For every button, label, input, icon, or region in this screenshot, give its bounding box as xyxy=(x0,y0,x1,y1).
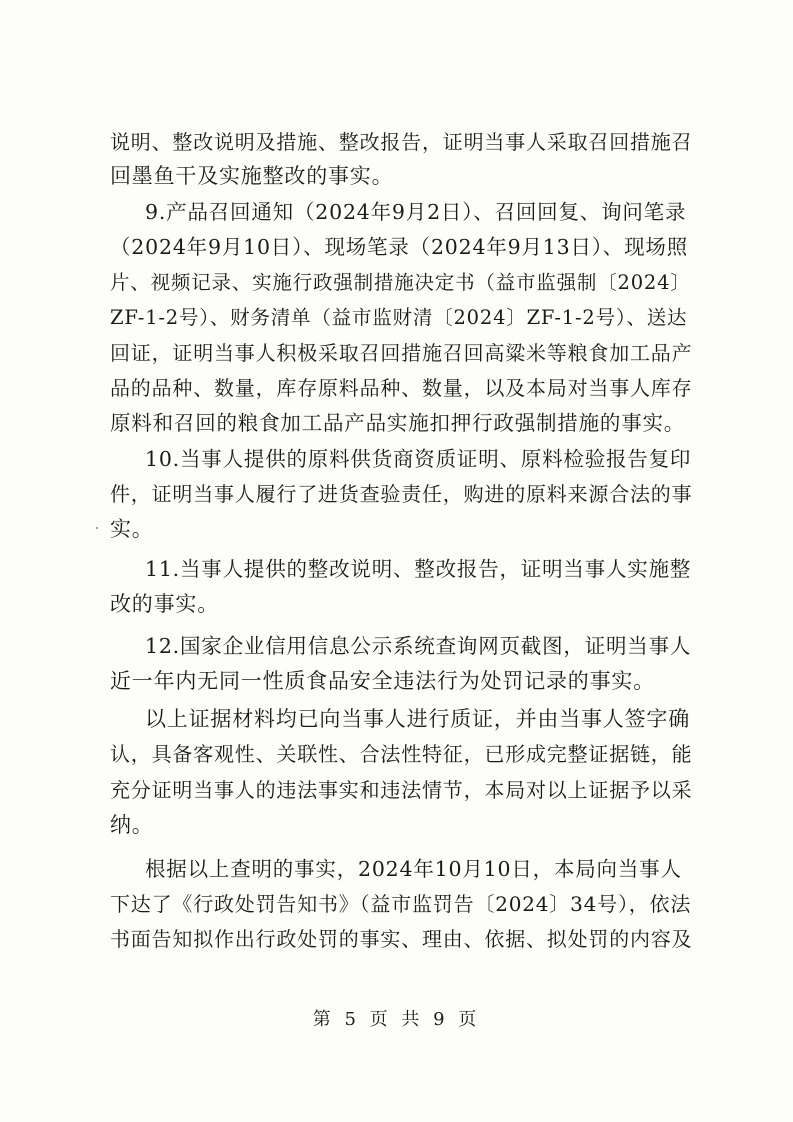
evidence-item-11: 11.当事人提供的整改说明、整改报告，证明当事人实施整 xyxy=(145,557,692,581)
evidence-item-10: 10.当事人提供的原料供货商资质证明、原料检验报告复印 xyxy=(145,447,692,471)
text-line: 纳。 xyxy=(110,813,154,837)
evidence-item-12: 12.国家企业信用信息公示系统查询网页截图，证明当事人 xyxy=(145,634,692,658)
scan-speck xyxy=(96,527,98,529)
text-line: 回墨鱼干及实施整改的事实。 xyxy=(110,164,394,188)
text-line: 原料和召回的粮食加工品产品实施扣押行政强制措施的事实。 xyxy=(110,411,686,435)
text-line: 回证，证明当事人积极采取召回措施召回高粱米等粮食加工品产 xyxy=(110,341,693,365)
text-line: （2024年9月10日）、现场笔录（2024年9月13日）、现场照 xyxy=(110,235,688,259)
text-line: 近一年内无同一性质食品安全违法行为处罚记录的事实。 xyxy=(110,669,655,693)
text-line: 片、视频记录、实施行政强制措施决定书（益市监强制〔2024〕 xyxy=(110,271,691,294)
text-line: 件，证明当事人履行了进货查验责任，购进的原料来源合法的事 xyxy=(110,482,693,506)
text-line: 实。 xyxy=(110,517,154,541)
text-line: ZF-1-2号）、财务清单（益市监财清〔2024〕ZF-1-2号）、送达 xyxy=(110,306,688,329)
text-line: 改的事实。 xyxy=(110,592,219,616)
text-line: 书面告知拟作出行政处罚的事实、理由、依据、拟处罚的内容及 xyxy=(110,927,693,951)
page-number-footer: 第 5 页 共 9 页 xyxy=(312,1009,481,1030)
text-line: 品的品种、数量，库存原料品种、数量，以及本局对当事人库存 xyxy=(110,376,693,400)
text-line: 说明、整改说明及措施、整改报告，证明当事人采取召回措施召 xyxy=(110,130,693,154)
text-line: 认，具备客观性、关联性、合法性特征，已形成完整证据链，能 xyxy=(110,742,693,766)
notice-paragraph: 根据以上查明的事实，2024年10月10日，本局向当事人 xyxy=(145,857,682,881)
text-line: 下达了《行政处罚告知书》（益市监罚告〔2024〕34号），依法 xyxy=(110,892,692,916)
text-line: 充分证明当事人的违法事实和违法情节，本局对以上证据予以采 xyxy=(110,778,693,802)
evidence-item-9: 9.产品召回通知（2024年9月2日）、召回回复、询问笔录 xyxy=(145,200,687,224)
evidence-summary: 以上证据材料均已向当事人进行质证，并由当事人签字确 xyxy=(145,707,690,731)
